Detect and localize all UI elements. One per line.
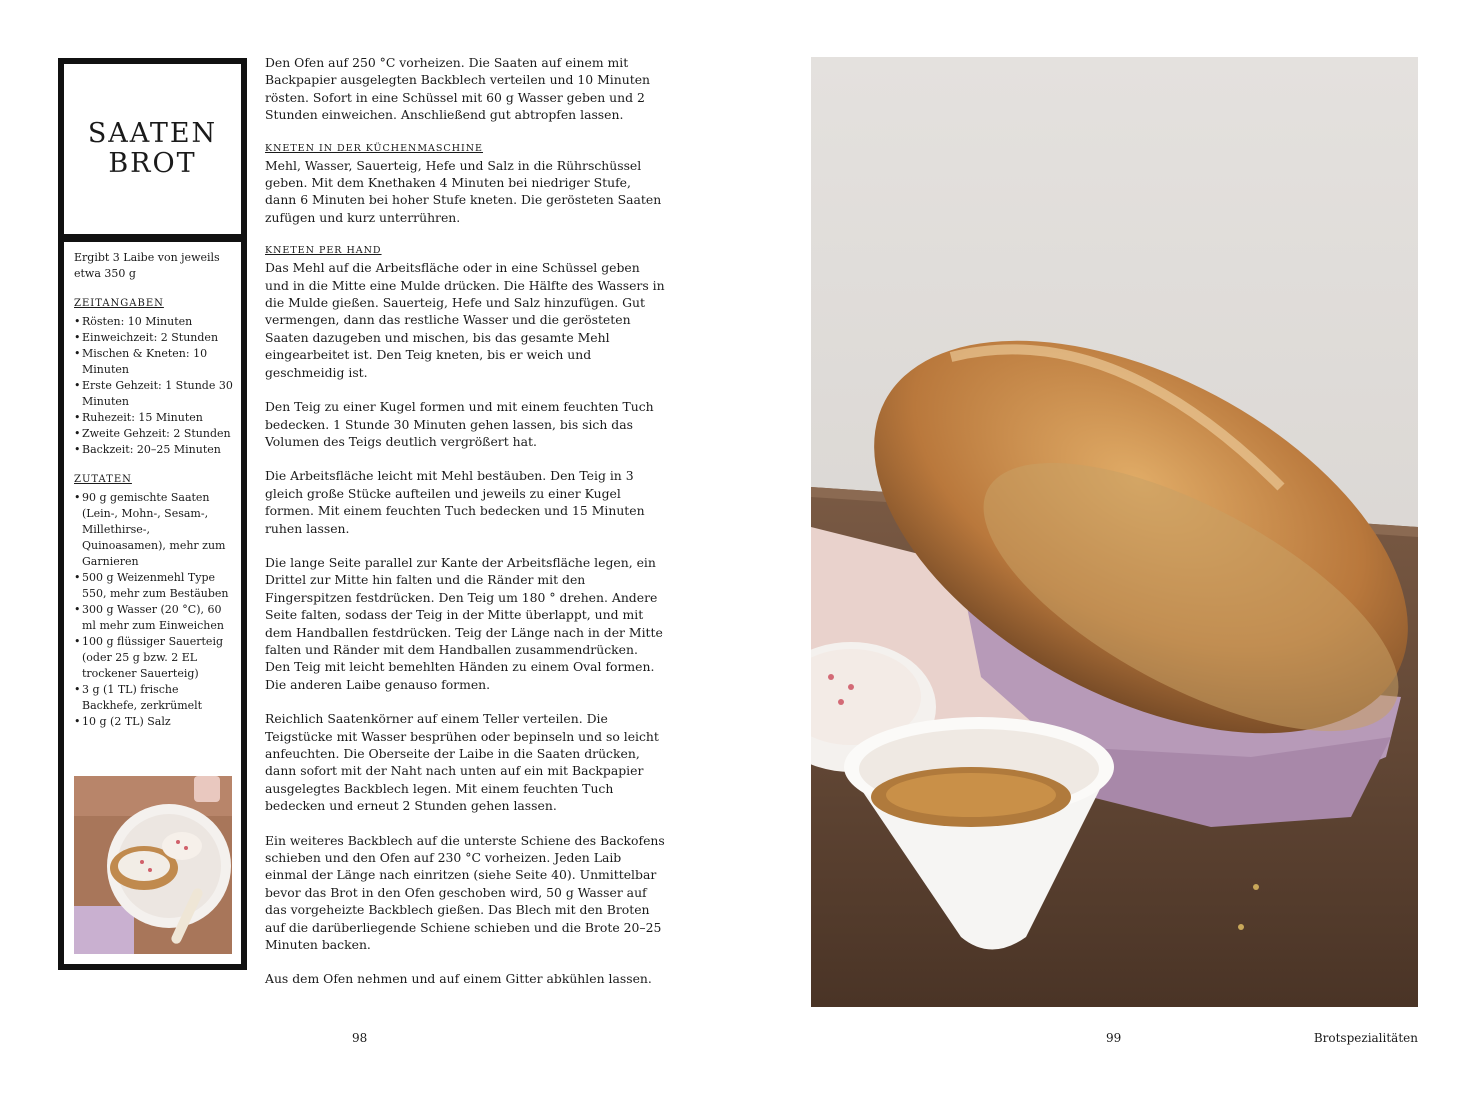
recipe-instructions	[265, 54, 665, 1005]
list-item: • 100 g flüssiger Sauerteig (oder 25 g bzw. 2 EL trockener Sauerteig)	[74, 634, 233, 682]
instruction-paragraph: Aus dem Ofen nehmen und auf einem Gitter abkühlen lassen.	[265, 971, 652, 987]
ingredients-heading: ZUTATEN	[74, 474, 132, 485]
ingredients-list	[74, 490, 233, 730]
list-item: • 10 g (2 TL) Salz	[74, 714, 233, 730]
yield-text: Ergibt 3 Laibe von jeweils etwa 350 g	[74, 251, 220, 280]
instruction-paragraph: Die lange Seite parallel zur Kante der Arbeitsfläche legen, ein Drittel zur Mitte hin falten und die Ränder mit den Fingerspitzen festdrücken. Den Teig um 180 ° drehen. Andere Seite falten, sodass der Teig in der Mitte überlappt, und mit dem Handballen festdrücken. Teig der Länge nach in der Mitte falten und Ränder mit dem Handballen zusammendrücken. Den Teig mit leicht bemehlten Händen zu einem Oval formen. Die anderen Laibe genauso formen.	[265, 554, 663, 692]
list-item: • 3 g (1 TL) frische Backhefe, zerkrümelt	[74, 682, 233, 714]
left-page-number: 98	[352, 1031, 368, 1045]
recipe-info-sidebar	[58, 240, 247, 970]
right-page-number: 99	[1106, 1031, 1122, 1045]
instruction-paragraph: Die Arbeitsfläche leicht mit Mehl bestäuben. Den Teig in 3 gleich große Stücke aufteilen und jeweils zu einer Kugel formen. Mit einem feuchten Tuch bedecken und 15 Minuten ruhen lassen.	[265, 468, 645, 536]
list-item: • Ruhezeit: 15 Minuten	[74, 410, 233, 426]
instruction-paragraph: Ein weiteres Backblech auf die unterste Schiene des Backofens schieben und den Ofen auf 230 °C vorheizen. Jeden Laib einmal der Länge nach einritzen (siehe Seite 40). Unmittelbar bevor das Brot in den Ofen geschoben wird, 50 g Wasser auf das vorgeheizte Backblech gießen. Das Blech mit den Broten auf die darüberliegende Schiene schieben und die Brote 20–25 Minuten backen.	[265, 832, 665, 953]
instruction-paragraph: Den Teig zu einer Kugel formen und mit einem feuchten Tuch bedecken. 1 Stunde 30 Minuten gehen lassen, bis sich das Volumen des Teigs deutlich vergrößert hat.	[265, 399, 654, 449]
list-item: • Mischen & Kneten: 10 Minuten	[74, 346, 233, 378]
list-item: • Zweite Gehzeit: 2 Stunden	[74, 426, 233, 442]
instruction-paragraph: Reichlich Saatenkörner auf einem Teller verteilen. Die Teigstücke mit Wasser besprühen oder bepinseln und so leicht anfeuchten. Die Oberseite der Laibe in die Saaten drücken, dann sofort mit der Naht nach unten auf ein mit Backpapier ausgelegtes Backblech legen. Mit einem feuchten Tuch bedecken und erneut 2 Stunden gehen lassen.	[265, 711, 659, 814]
list-item: • 500 g Weizenmehl Type 550, mehr zum Bestäuben	[74, 570, 233, 602]
recipe-title-line-1: SAATEN	[87, 118, 218, 149]
list-item: • Erste Gehzeit: 1 Stunde 30 Minuten	[74, 378, 233, 410]
seed-bread-loaf-photo-icon	[811, 57, 1418, 1007]
bread-plate-photo-icon	[74, 776, 232, 954]
recipe-title-line-2: BROT	[108, 148, 197, 179]
intro-paragraph: Den Ofen auf 250 °C vorheizen. Die Saaten auf einem mit Backpapier ausgelegten Backblech verteilen und 10 Minuten rösten. Sofort in eine Schüssel mit 60 g Wasser geben und 2 Stunden einweichen. Anschließend gut abtropfen lassen.	[265, 55, 651, 123]
machine-paragraph: Mehl, Wasser, Sauerteig, Hefe und Salz in die Rührschüssel geben. Mit dem Knethaken 4 Minuten bei niedriger Stufe, dann 6 Minuten bei hoher Stufe kneten. Die gerösteten Saaten zufügen und kurz unterrühren.	[265, 157, 662, 225]
recipe-title-box	[58, 58, 247, 240]
machine-heading: KNETEN IN DER KÜCHENMASCHINE	[265, 142, 483, 154]
list-item: • 300 g Wasser (20 °C), 60 ml mehr zum Einweichen	[74, 602, 233, 634]
list-item: • Einweichzeit: 2 Stunden	[74, 330, 233, 346]
section-name: Brotspezialitäten	[1313, 1031, 1418, 1045]
times-heading: ZEITANGABEN	[74, 298, 164, 309]
times-list	[74, 314, 233, 458]
list-item: • 90 g gemischte Saaten (Lein-, Mohn-, Sesam-, Millethirse-, Quinoasamen), mehr zum Garnieren	[74, 490, 233, 570]
list-item: • Rösten: 10 Minuten	[74, 314, 233, 330]
list-item: • Backzeit: 20–25 Minuten	[74, 442, 233, 458]
hand-heading: KNETEN PER HAND	[265, 245, 382, 257]
hand-paragraph: Das Mehl auf die Arbeitsfläche oder in eine Schüssel geben und in die Mitte eine Mulde drücken. Die Hälfte des Wassers in die Mulde gießen. Sauerteig, Hefe und Salz hinzufügen. Gut vermengen, dann das restliche Wasser und die gerösteten Saaten dazugeben und mischen, bis das gesamte Mehl eingearbeitet ist. Den Teig kneten, bis er weich und geschmeidig ist.	[265, 260, 665, 380]
